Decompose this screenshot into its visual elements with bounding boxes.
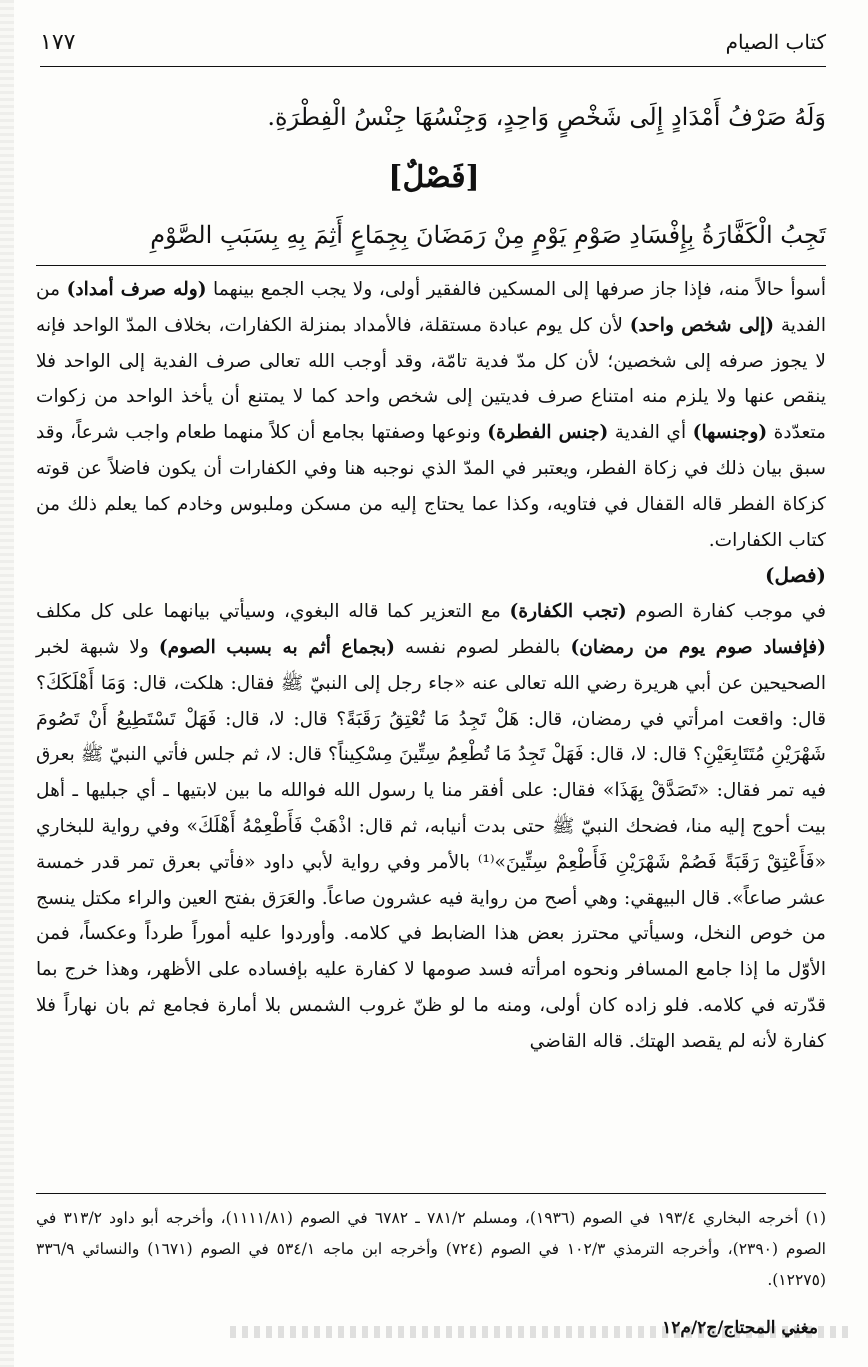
- book-title: كتاب الصيام: [725, 30, 826, 54]
- commentary-text: [36, 272, 826, 1060]
- header-rule: [40, 66, 826, 67]
- footnote-rule: [36, 1193, 826, 1194]
- matn-separator-rule: [36, 265, 826, 266]
- commentary-paragraph-1: أسوأ حالاً منه، فإذا جاز صرفها إلى المسكين فالفقير أولى، ولا يجب الجمع بينهما (وله صرف أمداد) من الفدية (إلى شخص واحد) لأن كل يوم عبادة مستقلة، فالأمداد بمنزلة الكفارات، بخلاف المدّ الواحد فإنه لا يجوز صرفه إلى شخصين؛ لأن كل مدّ فدية تامّة، وقد أوجب الله تعالى صرف الفدية إلى الواحد فلا ينقص عنها ولا يلزم منه امتناع صرف فديتين إلى شخص واحد كما لا يمتنع أن يأخذ الواحد من زكوات متعدّدة (وجنسها) أي الفدية (جنس الفطرة) ونوعها وصفتها بجامع أن كلاً منهما طعام واجب شرعاً، وقد سبق بيان ذلك في زكاة الفطر، ويعتبر في المدّ الذي نوجبه هنا وفي الكفارات أن يكون فاضلاً عن قوته كزكاة الفطر قاله القفال في فتاويه، وكذا عما يحتاج إليه من مسكن وملبوس وخادم كما يعلم ذلك من كتاب الكفارات.: [36, 279, 827, 551]
- fasl-heading: [فَصْلٌ]: [388, 160, 480, 195]
- matn-text-top: وَلَهُ صَرْفُ أَمْدَادٍ إِلَى شَخْصٍ وَاحِدٍ، وَجِنْسُهَا جِنْسُ الْفِطْرَةِ.: [267, 103, 826, 131]
- footer-signature: مغني المحتاج/ج٢/م١٢: [662, 1318, 818, 1338]
- matn-text-fasl: تَجِبُ الْكَفَّارَةُ بِإِفْسَادِ صَوْمِ يَوْمٍ مِنْ رَمَضَانَ بِجِمَاعٍ أَثِمَ بِهِ بِسَبَبِ الصَّوْمِ: [150, 221, 826, 249]
- footnotes: [36, 1203, 826, 1296]
- page-header: [40, 30, 826, 64]
- sub-fasl-heading: (فصل): [765, 563, 826, 588]
- footnote-1: (١) أخرجه البخاري ١٩٣/٤ في الصوم (١٩٣٦)، ومسلم ٧٨١/٢ ـ ٦٧٨٢ في الصوم (١١١١/٨١)، وأخرجه أبو داود ٣١٣/٢ في الصوم (٢٣٩٠)، وأخرجه الترمذي ١٠٢/٣ في الصوم (٧٢٤) وأخرجه ابن ماجه ٥٣٤/١ في الصوم (١٦٧١) والنسائي ٣٣٦/٩ (١٢٢٧٥).: [36, 1209, 826, 1289]
- page-number: ١٧٧: [40, 30, 76, 55]
- commentary-paragraph-2: في موجب كفارة الصوم (تجب الكفارة) مع التعزير كما قاله البغوي، وسيأتي بيانهما على كل مكلف (فإفساد صوم يوم من رمضان) بالفطر لصوم نفسه (بجماع أثم به بسبب الصوم) ولا شبهة لخبر الصحيحين عن أبي هريرة رضي الله تعالى عنه «جاء رجل إلى النبيّ ﷺ فقال: هلكت، قال: وَمَا أَهْلَكَكَ؟ قال: واقعت امرأتي في رمضان، قال: هَلْ تَجِدُ مَا تُعْتِقُ رَقَبَةً؟ قال: لا، قال: فَهَلْ تَسْتَطِيعُ أَنْ تَصُومَ شَهْرَيْنِ مُتَتَابِعَيْنِ؟ قال: لا، قال: فَهَلْ تَجِدُ مَا تُطْعِمُ سِتِّينَ مِسْكِيناً؟ قال: لا، ثم جلس فأتي النبيّ ﷺ بعرق فيه تمر فقال: «تَصَدَّقْ بِهَذَا» فقال: على أفقر منا يا رسول الله فوالله ما بين لابتيها ـ أي جبليها ـ أهل بيت أحوج إليه منا، فضحك النبيّ ﷺ حتى بدت أنيابه، ثم قال: اذْهَبْ فَأَطْعِمْهُ أَهْلَكَ» وفي رواية للبخاري «فَأَعْتِقْ رَقَبَةً فَصُمْ شَهْرَيْنِ فَأَطْعِمْ سِتِّينَ»⁽¹⁾ بالأمر وفي رواية لأبي داود «فأتي بعرق تمر قدر خمسة عشر صاعاً». قال البيهقي: وهي أصح من رواية فيه عشرون صاعاً. والعَرَق بفتح العين والراء مكتل ينسج من خوص النخل، وسيأتي محترز بعض هذا الضابط في كلامه. وأوردوا عليه أموراً طرداً وعكساً، فمن الأوّل ما إذا جامع المسافر ونحوه امرأته فسد صومها لا كفارة عليه بإفساده على الأظهر، وهذا خرج بما قدّرته في كلامه. فلو زاده كان أولى، ومنه ما لو ظنّ غروب الشمس بلا أمارة فجامع ثم بان نهاراً فلا كفارة لأنه لم يقصد الهتك. قاله القاضي: [36, 601, 827, 1052]
